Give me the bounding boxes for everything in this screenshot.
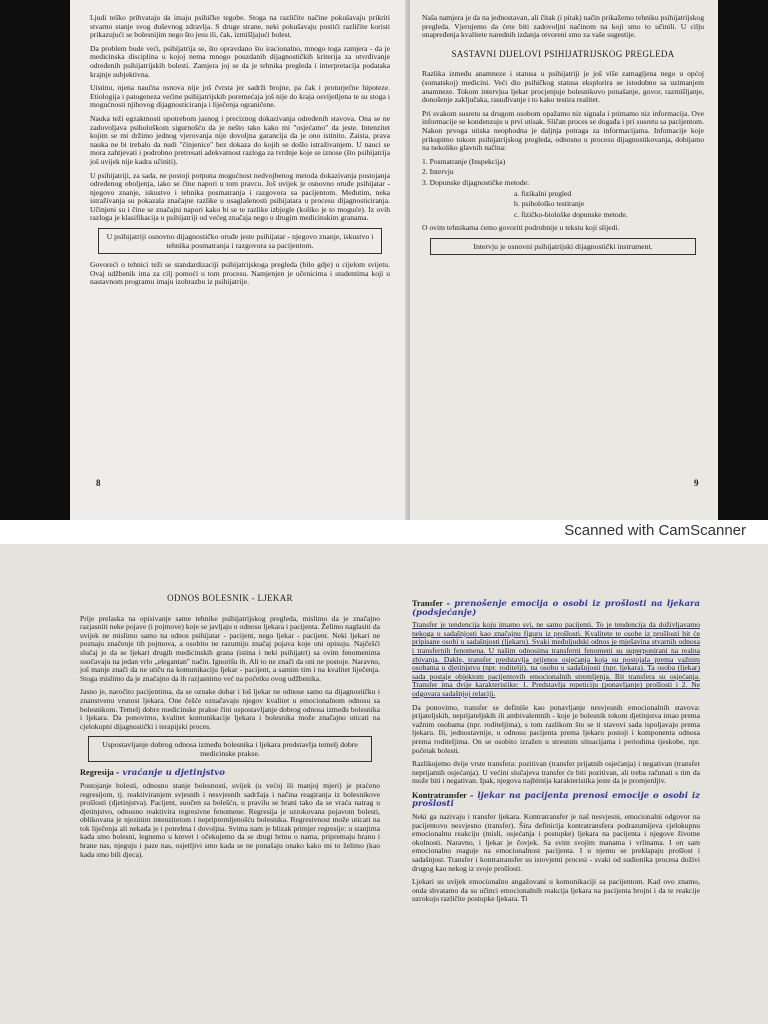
list-item: 1. Posmatranje (Inspekcija) [422, 156, 506, 166]
subheading-regresija [80, 769, 380, 778]
handwritten-note: - prenošenje emocija o osobi iz prošlosti na ljekara (podsjećanje) [412, 599, 700, 618]
list-item: c. fizičko-biološke dopunske metode. [514, 209, 628, 219]
list-item: b. psihološko testiranje [514, 199, 585, 209]
paragraph: Transfer je tendencija koju imamo svi, ne samo pacijenti. To je tendencija da doživljavamo nekoga u sadašnjosti kao značajnu figuru iz prošlosti. Kvalitete te osobe iz prošlosti bit će pripisane osobi u sadašnjosti (ljekaru). Svaki međuljudski odnos je mješavina stvarnih odnosa i transfernih fenomena. U našim odnosima transferni fenomeni su superponirani na realna zbivanja. Dakle, transfer predstavlja prijenos osjećanja koja su postojala prema važnim osobama u djetinjstvu (npr. roditelji), na osobu u sadašnjosti (npr. ljekara). Ta osoba (ljekar) sada postaje objektom pacijentovih emocionalnih stremljenja. Bit transfera su osjećanja. Transfer ima dvije karakteristike: 1. Predstavlja repeticiju (ponavljanje) prošlosti i 2. Ne odgovara sadašnjoj relaciji. [412, 620, 700, 698]
paragraph: Pri svakom susretu sa drugom osobom opažamo niz signala i primamo niz informacija. Ove informacije se kondenzuju u prvi utisak. Sličan proces se događa i pri susretu sa pacijentom. Nakon prvoga utiska neophodna je daljnja potraga za informacijama. Infomacije koje prikupimo tokom psihijatrijskog pregleda, odnosno u procesu dijagnostikovanja, dobijamo na nekoliko glavnih načina: [422, 108, 704, 153]
paragraph: Naša namjera je da na jednostavan, ali čitak (i pitak) način prikažemo tehniku psihijatrijskog pregleda. Vjerujemo da ćete biti zadovoljni načinom na koji smo to učinili. U cilju unapređenja kvalitete narednih izdanja otvoreni smo za vaše sugestije. [422, 13, 704, 40]
section-heading: ODNOS BOLESNIK - LJEKAR [167, 593, 293, 603]
page-8-text [90, 14, 390, 292]
paragraph: Govoreći o tehnici teži se standardizaciji psihijatrijskoga pregleda (bilo gdje) u cijelom svijetu. Ovaj udžbenik ima za cilj pomoći u tom procesu. Namjenjen je učenicima i studentima koji u nastavnom programu imaju izobrazbu iz psihijatrije. [90, 260, 390, 287]
subheading-title: Kontratransfer [412, 790, 467, 800]
subheading-kontratransfer [412, 792, 700, 809]
scan-bottom [0, 544, 768, 1024]
list-item: 3. Dopunske dijagnostičke metode: [422, 177, 530, 187]
page-8 [70, 0, 410, 520]
handwritten-note: - ljekar na pacijenta prenosi emocije o osobi iz prošlosti [412, 790, 701, 810]
highlight-box: Intervju je osnovni psihijatrijski dijagnostički instrument. [430, 238, 696, 255]
subheading-title: Transfer [412, 599, 443, 608]
paragraph: Razlika između anamneze i statusa u psihijatriji je još više zamagljena nego u općoj (somatskoj) medicini. Veći dio psihičkog statusa eksplorira se istodobno sa uzimanjem anamneze. Tokom intervjua ljekar procjenjuje bolesnikovo ponašanje, govor, razmišljanje, donošenje zaključaka, rasuđivanje i to kako testira realitet. [422, 69, 704, 105]
page-number: 9 [694, 478, 699, 488]
left-page-text [80, 594, 380, 864]
method-list [422, 158, 704, 220]
page-9-text [422, 14, 704, 262]
section-heading: SASTAVNI DIJELOVI PSIHIJATRIJSKOG PREGLEDA [451, 48, 675, 59]
paragraph: Neki ga nazivaju i transfer ljekara. Kontratransfer je naš nesvjesni, emocionalni odgovor na pacijentovo nesvjesno (transfer). Šira definicija kontratransfera podrazumijeva cjelokupnu emocionalnu reakciju (misli, osjećanja i postupke) ljekara na pacijenta i njegove životne okolnosti. Naravno, i ljekar je čovjek. Sa svim svojim manama i vrlinama. I on sam emocionalno reaguje na emocionalnost pacijenta. I u njemu se preklapaju prošlost i sadašnjost. Transfer i kontratransfer su istovjetni procesi - svaki od sudionika procesa doživi drugog kao nekog iz svoje prošlosti. [412, 812, 700, 873]
paragraph: Ljudi teško prihvataju da imaju psihičke tegobe. Stoga na različite načine pokušavaju prikriti stvarno stanje svog duševnog zdravlja. S druge strane, neki pokušavaju postići različite koristi prikazujući se bolesnijim nego što jesu ili, čak, izmišljajući bolest. [90, 13, 390, 40]
paragraph: Postojanje bolesti, odnosno stanje bolesnosti, uvijek (u većoj ili manjoj mjeri) je praćeno regresijom, tj. reaktiviranjem svjesnih i nesvjesnih sadržaja i načina reagiranja iz bolesnikove prošlosti (djetinjstva). Pacijent, suočen sa bolešću, u pravilu se brani tako da se vraća natrag u djetinjstvo, odnosno reaktivira regresivne fenomene. Regresija je uzrokovana pojavom bolesti, oblikovana je njezinim intenzitetom i nepripremljenošću bolesnika. Regresivnost može uticati na tok liječenja ali nekada je i potrebna i dovoljna. Svima nam je blizak primjer regresije: u stanjima kada smo bolesni, legnemo u krevet i očekujemo da se drugi brinu o nama, pripremaju hranu i hrane nas, njeguju i paze nas, osjetljivi smo kada se ne ponašaju onako kako mi to želimo (kao kada smo bili djeca). [80, 780, 380, 859]
subheading-title: Regresija [80, 768, 114, 778]
highlight-box: Uspostavljanje dobrog odnosa između bolesnika i ljekara predstavlja temelj dobre medicinske prakse. [88, 736, 372, 762]
paragraph: U psihijatriji, za sada, ne postoji potpuna mogućnost nedvojbenog metoda dokazivanja postojanja određenog oboljenja, iako se čine napori u tom pravcu. Još uvijek je osnovno oruđe psihijatar - njegovo znanje, iskustvo i tehnika posmatranja i razgovora sa pacijentom. Međutim, neka istraživanja su pokazala značajne razlike u usaglašenosti psihijatara u procesu dijagnosticiranja. Učinjeni su i čine se značajni napori kako bi se te razlike izbjegle (koliko je to moguće). Iz ovih razloga je klasifikacija u psihijatriji od većeg značaja nego u drugim medicinskim granama. [90, 170, 390, 223]
page-number: 8 [96, 478, 101, 488]
right-page-text [412, 600, 700, 909]
paragraph: Prije prelaska na opisivanje same tehnike psihijatrijskog pregleda, mislimo da je značajno razjasniti neke pojave (i pojmove) koje se javljaju u odnosu ljekara i pacijenta. Želimo naglasiti da uvijek ne mislimo samo na odnos psihijatar - pacijent, nego ljekar - pacijent. Neki ljekari ne poznaju značenje tih pojmova, a osobito ne razumiju značaj pojava koje oni opisuju. Najčešći slučaj je da se ljekari drugih medicinskih grana (istina i neki psihijatri) sa ovim fenomenima suočavaju na jedan vrlo „elegantan" način. Ignorišu ih. Ali to ne znači da oni ne postoje. Naravno, još manje znači da ne utiču na komunikaciju ljekar - pacijent, a samim tim i na kvalitet liječenja. Stoga mislimo da je značajno da ih razjasnimo već na početku ovog udžbenika. [80, 613, 380, 683]
paragraph: Ljekari su uvijek emocionalno angažovani u komunikaciji sa pacijentom. Kad ovo znamo, onda shvatamo da su učinci emocionalnih reakcija ljekara na pacijenta brojni i da te reakcije uzrokuju različite postupke ljekara. Ti [412, 877, 700, 904]
page-9 [410, 0, 718, 520]
paragraph: Razlikujemo dvije vrste transfera: pozitivan (transfer prijatnih osjećanja) i negativan (transfer neprijatnih osjećanja). U većini slučajeva transfer će biti pozitivan, ali treba računati s tim da može biti i negativan. Ipak, njegova najbitnija karakteristika jeste da je promjenljiv. [412, 759, 700, 786]
highlight-box: U psihijatriji osnovno dijagnostičko oruđe jeste psihijatar - njegovo znanje, iskustvo i tehnika posmatranja i razgovora sa pacijentom. [98, 228, 382, 254]
paragraph: Da ponovimo, transfer se definiše kao ponavljanje nesvjesnih emocionalnih stavova: prijateljskih, neprijateljskih ili ambivalentnih - koje je bolesnik tokom djetinjstva imao prema važnim osobama (npr. roditeljima), s tom razlikom što se ti stavovi sada ispoljavaju prema ljekaru. Ili, jednostavnije, u odnosu pacijenta prema ljekaru postoji i komponenta odnosa prema roditeljima. On se osobito izražen u stresnim situacijama i periodima tjeskobe, npr. početak bolesti. [412, 702, 700, 755]
scanner-watermark [0, 520, 768, 544]
list-item: 2. Intervju [422, 167, 454, 177]
paragraph: O ovim tehnikama ćemo govoriti podrobnije u tekstu koji slijedi. [422, 223, 620, 233]
paragraph: Uistinu, njena naučna osnova nije još čvrsta jer sadrži brojne, pa čak i proturječne hipoteze. Etiologija i patogeneza većine psihijatrijskih poremećaja još nije do kraja osvijetljena te su stoga i mogućnosti njihovog dijagnosticiranja i liječenja ograničene. [90, 83, 390, 110]
paragraph: Nauka teži egzaktnosti upotrebom jasnog i preciznog dokazivanja određenih stavova. Ona se ne zadovoljava psihološkom sigurnošću da je nešto tako kako mi "osjećamo" da jeste. Intenzitet kojim se mi držimo jednog vjerovanja nije dovoljna garancija da je ono istinito. Zaista, prava nauka ne bi trebalo da nudi "činjenice" bez dokaza do kojih se došlo istraživanjem. U nauci se mora zahtjevati i podrobno pretresati adekvatnost razloga za tvrdnje koje se iznose (što psihijatrija još uvijek nije kadra učiniti). [90, 113, 390, 166]
paragraph: Da problem bude veći, psihijatrija se, što opravdano što iracionalno, mnogo toga zamjera - da je medicinska disciplina u kojoj nema mnogo pouzdanih dijagnostičkih kriterija za utvrđivanje određenih psihijatrijskih bolesti. Zamjera joj se da je tehnika pregleda i interpretacija podataka krajnje subjektivna. [90, 43, 390, 79]
handwritten-note: - vraćanje u djetinjstvo [115, 768, 225, 779]
watermark-text: Scanned with CamScanner [564, 522, 746, 539]
sub-list [422, 190, 704, 220]
subheading-transfer [412, 600, 700, 617]
list-item: a. fizikalni pregled [514, 188, 572, 198]
page-spread-2 [0, 544, 768, 1024]
paragraph: Jasno je, naročito pacijentima, da se oznake dobar i loš ljekar ne odnose samo na dijagnostičku i znanstvenu vrsnost ljekara. One češće označavaju njegov kvalitet u emocionalnom odnosu sa bolesnikom. Temelj dobre medicinske prakse čini uspostavljanje dobrog odnosa između bolesnika i ljekara. Da ponovimo, kvalitet komunikacije ljekara i bolesnika može značajno uticati na cjelokupni dijagnostički i terapijski proces. [80, 687, 380, 731]
